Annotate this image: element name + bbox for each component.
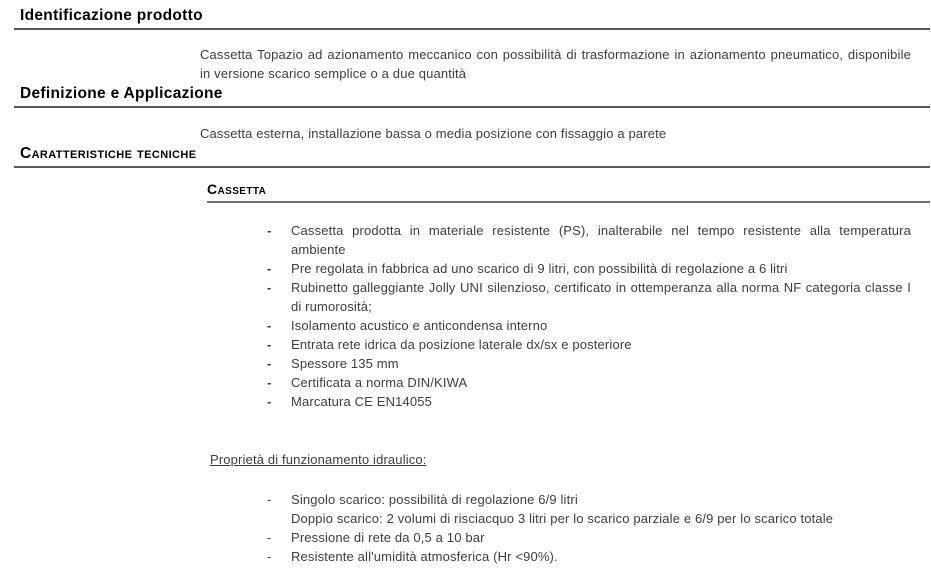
heading-rule [14,166,930,168]
list-item [267,547,911,566]
list-item-text: Pre regolata in fabbrica ad uno scarico di 9 litri, con possibilità di regolazione a 6 litri [291,261,788,276]
heading-rule [14,28,930,30]
list-item [267,316,911,335]
list-item-continuation [267,509,911,528]
bullet-dash: - [267,492,272,507]
bullet-dash: - [267,356,272,371]
list-item-text: Isolamento acustico e anticondensa interno [291,318,548,333]
bullet-dash: - [267,261,272,276]
list-item-text: Entrata rete idrica da posizione laterale dx/sx e posteriore [291,337,632,352]
bullet-dash: - [267,375,272,390]
list-item [267,221,911,259]
hydraulic-list [267,490,911,566]
bullet-dash: - [267,280,272,295]
list-item-text: Pressione di rete da 0,5 a 10 bar [291,530,485,545]
bullet-dash: - [267,394,272,409]
heading-rule [14,106,930,108]
bullet-dash: - [267,530,272,545]
section-heading-definizione-applicazione: Definizione e Applicazione [20,85,223,102]
bullet-dash: - [267,337,272,352]
list-item-text: Certificata a norma DIN/KIWA [291,375,468,390]
hydraulic-properties-title: Proprietà di funzionamento idraulico: [210,452,427,467]
section-heading-caratteristiche-tecniche: Caratteristiche tecniche [20,145,197,162]
list-item-text: Cassetta prodotta in materiale resistente (PS), inalterabile nel tempo resistente alla temperatura ambiente [291,223,911,257]
list-item-text: Spessore 135 mm [291,356,399,371]
list-item [267,490,911,509]
list-item [267,335,911,354]
subsection-rule [207,201,930,203]
list-item-text: Singolo scarico: possibilità di regolazione 6/9 litri [291,492,578,507]
bullet-dash: - [267,318,272,333]
list-item-text: Marcatura CE EN14055 [291,394,433,409]
identificazione-body-text: Cassetta Topazio ad azionamento meccanico con possibilità di trasformazione in azionamento pneumatico, disponibile in versione scarico semplice o a due quantità [200,47,911,81]
bullet-dash: - [267,549,272,564]
list-item [267,528,911,547]
definizione-body-text: Cassetta esterna, installazione bassa o media posizione con fissaggio a parete [200,126,667,141]
list-item [267,392,911,411]
list-item-text: Doppio scarico: 2 volumi di risciacquo 3 litri per lo scarico parziale e 6/9 per lo scarico totale [291,511,834,526]
subsection-cassetta [207,182,931,203]
list-item-text: Resistente all'umidità atmosferica (Hr <90%). [291,549,558,564]
section-heading-identificazione-prodotto: Identificazione prodotto [20,7,203,24]
list-item [267,373,911,392]
feature-list [267,221,911,411]
bullet-dash: - [267,223,272,238]
list-item [267,354,911,373]
subsection-heading-cassetta: Cassetta [207,181,267,197]
list-item [267,259,911,278]
list-item [267,278,911,316]
bullet-dash-empty [267,509,291,528]
list-item-text: Rubinetto galleggiante Jolly UNI silenzioso, certificato in ottemperanza alla norma NF categoria classe I di rumorosità; [291,280,911,314]
